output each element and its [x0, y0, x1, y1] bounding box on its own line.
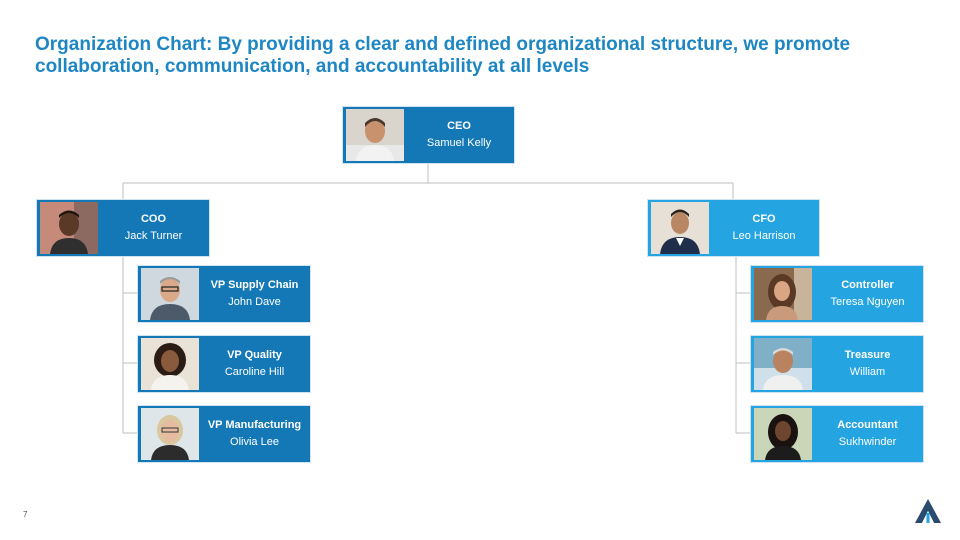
- cfo-report-name: Sukhwinder: [838, 436, 897, 448]
- vp-supply-chain-box: [137, 265, 311, 323]
- company-logo-icon: [914, 498, 942, 524]
- controller-photo: [754, 268, 812, 320]
- coo-role: COO: [140, 213, 167, 225]
- cfo-photo: [651, 202, 709, 254]
- cfo-name: Leo Harrison: [732, 230, 796, 242]
- treasure-box: [750, 335, 924, 393]
- cfo-report-name: Teresa Nguyen: [830, 296, 905, 308]
- treasure-photo: [754, 338, 812, 390]
- page-number: 7: [23, 510, 28, 519]
- vp-manufacturing-box: [137, 405, 311, 463]
- vp-quality-photo: [141, 338, 199, 390]
- coo-name: Jack Turner: [124, 230, 183, 242]
- ceo-photo: [346, 109, 404, 161]
- coo-report-role: VP Supply Chain: [210, 279, 299, 291]
- coo-report-name: John Dave: [228, 296, 281, 308]
- coo-report-role: VP Manufacturing: [207, 419, 302, 431]
- coo-report-role: VP Quality: [227, 349, 282, 361]
- coo-photo: [40, 202, 98, 254]
- accountant-photo: [754, 408, 812, 460]
- ceo-role: CEO: [447, 120, 471, 132]
- cfo-report-role: Treasure: [844, 349, 891, 361]
- cfo-report-role: Controller: [841, 279, 894, 291]
- ceo-name: Samuel Kelly: [426, 137, 492, 149]
- cfo-report-role: Accountant: [837, 419, 898, 431]
- coo-box: [36, 199, 210, 257]
- controller-box: [750, 265, 924, 323]
- slide-title: Organization Chart: By providing a clear and defined organizational structure, we promote collaboration, communication, and accountability at all levels: [35, 34, 851, 77]
- cfo-box: [647, 199, 820, 257]
- vp-manufacturing-photo: [141, 408, 199, 460]
- ceo-box: [342, 106, 515, 164]
- accountant-box: [750, 405, 924, 463]
- vp-quality-box: [137, 335, 311, 393]
- coo-report-name: Olivia Lee: [230, 436, 279, 448]
- cfo-role: CFO: [752, 213, 776, 225]
- coo-report-name: Caroline Hill: [224, 366, 285, 378]
- vp-supply-chain-photo: [141, 268, 199, 320]
- cfo-report-name: William: [849, 366, 886, 378]
